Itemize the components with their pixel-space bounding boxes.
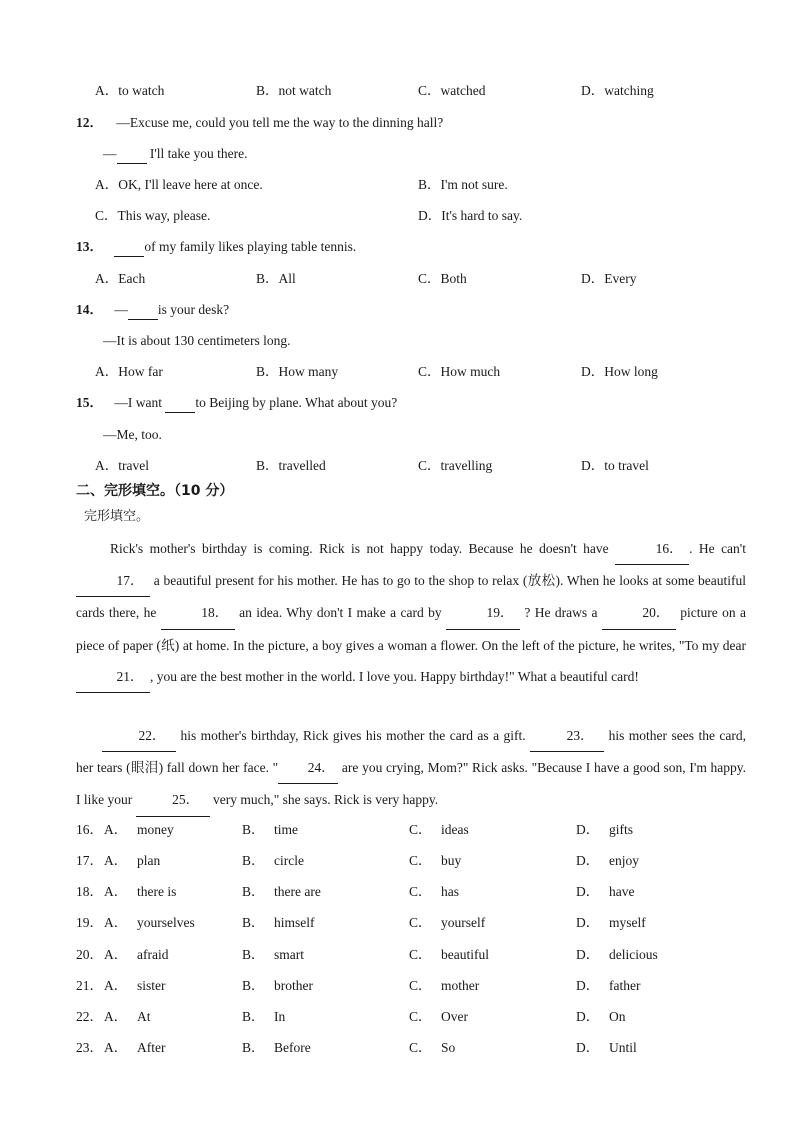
- passage-paragraph-1: [76, 533, 746, 693]
- passage-text: his mother's birthday, Rick gives his mother the card as a gift.: [176, 728, 531, 743]
- option-b-letter: B．: [242, 822, 265, 837]
- option-number: 18．: [76, 884, 103, 899]
- option-d-letter: D．: [576, 1040, 600, 1055]
- option-c-letter: C．: [409, 915, 432, 930]
- option-b-letter: B．: [242, 947, 265, 962]
- option-d-text: myself: [609, 915, 646, 930]
- option-d-text: father: [609, 978, 641, 993]
- option-a-letter: A．: [104, 822, 128, 837]
- q14-option-c: C．How much: [418, 364, 501, 379]
- option-row-22: [76, 1008, 696, 1026]
- cloze-blank-24: 24．: [278, 752, 338, 784]
- option-number: 16．: [76, 822, 103, 837]
- passage-paragraph-2: [76, 720, 746, 817]
- option-c-letter: C．: [409, 947, 432, 962]
- cloze-blank-22: 22．: [102, 720, 176, 752]
- option-row-23: [76, 1039, 696, 1057]
- option-b-text: In: [274, 1009, 286, 1024]
- q12-option-c: C．This way, please.: [95, 208, 211, 223]
- option-c-text: yourself: [441, 915, 486, 930]
- option-c-letter: C．: [409, 853, 432, 868]
- option-c-letter: C．: [409, 822, 432, 837]
- option-row-21: [76, 977, 696, 995]
- option-a-text: money: [137, 822, 174, 837]
- option-b-text: Before: [274, 1040, 311, 1055]
- q12-stem: [76, 114, 443, 132]
- q12-option-b: B．I'm not sure.: [418, 177, 508, 192]
- option-d-text: enjoy: [609, 853, 639, 868]
- passage-text: are you crying, Mom?" Rick asks. "Because I have a good son, I'm happy. I like your: [76, 760, 747, 808]
- q15-stem: [76, 394, 397, 413]
- passage-text: very much," she says. Rick is very happy.: [209, 792, 439, 808]
- option-d-text: Until: [609, 1040, 637, 1055]
- option-number: 19．: [76, 915, 103, 930]
- q12-option-d: D．It's hard to say.: [418, 208, 523, 223]
- option-d-letter: D．: [576, 853, 600, 868]
- q12-reply: I'll take you there.: [146, 146, 248, 161]
- option-c-text: has: [441, 884, 459, 899]
- q12-stem-text: —Excuse me, could you tell me the way to the dinning hall?: [116, 115, 444, 130]
- option-c-letter: C．: [409, 978, 432, 993]
- q15-stem-text: to Beijing by plane. What about you?: [195, 395, 398, 410]
- q11-option-a: A．to watch: [95, 83, 165, 98]
- q13-option-b: B．All: [256, 271, 296, 286]
- q14-dash: —: [114, 302, 128, 317]
- option-a-text: plan: [137, 853, 161, 868]
- option-c-text: buy: [441, 853, 462, 868]
- option-number: 23．: [76, 1040, 103, 1055]
- option-number: 20．: [76, 947, 103, 962]
- option-b-text: brother: [274, 978, 313, 993]
- option-b-text: smart: [274, 947, 304, 962]
- q12-option-a: A．OK, I'll leave here at once.: [95, 177, 263, 192]
- cloze-blank-23: 23．: [530, 720, 604, 752]
- option-row-18: [76, 883, 696, 901]
- option-d-letter: D．: [576, 915, 600, 930]
- cloze-blank-18: 18．: [161, 597, 235, 629]
- option-c-text: Over: [441, 1009, 468, 1024]
- option-number: 22．: [76, 1009, 103, 1024]
- option-c-letter: C．: [409, 1040, 432, 1055]
- option-d-letter: D．: [576, 978, 600, 993]
- option-a-text: afraid: [137, 947, 169, 962]
- option-c-text: So: [441, 1040, 456, 1055]
- q13-option-d: D．Every: [581, 271, 637, 286]
- option-c-text: mother: [441, 978, 480, 993]
- q12-number: 12．: [76, 115, 103, 130]
- cloze-blank-17: 17．: [76, 565, 150, 597]
- q13-number: 13．: [76, 239, 103, 254]
- option-d-text: have: [609, 884, 635, 899]
- q11-option-c: C．watched: [418, 83, 486, 98]
- option-a-letter: A．: [104, 884, 128, 899]
- q15-option-a: A．travel: [95, 458, 149, 473]
- option-c-text: ideas: [441, 822, 469, 837]
- passage-text: Rick's mother's birthday is coming. Rick is not happy today. Because he doesn't have: [110, 541, 616, 556]
- q12-dash: —: [103, 146, 117, 161]
- passage-text: ? He draws a: [520, 605, 602, 621]
- q15-number: 15．: [76, 395, 103, 410]
- option-a-text: there is: [137, 884, 177, 899]
- cloze-blank-16: 16．: [615, 533, 689, 565]
- q13-stem: [76, 238, 356, 257]
- passage-text: . He can't: [689, 541, 746, 556]
- option-b-text: circle: [274, 853, 304, 868]
- q11-option-b: B．not watch: [256, 83, 332, 98]
- section-title: 二、完形填空。（10 分）: [76, 483, 234, 499]
- q15-option-d: D．to travel: [581, 458, 649, 473]
- option-b-text: there are: [274, 884, 321, 899]
- option-b-letter: B．: [242, 978, 265, 993]
- option-a-letter: A．: [104, 947, 128, 962]
- q15-option-b: B．travelled: [256, 458, 326, 473]
- option-b-letter: B．: [242, 1040, 265, 1055]
- option-a-text: yourselves: [137, 915, 195, 930]
- cloze-blank-20: 20．: [602, 597, 676, 629]
- q14-stem: [76, 301, 229, 320]
- cloze-blank-19: 19．: [446, 597, 520, 629]
- option-row-17: [76, 852, 696, 870]
- option-c-letter: C．: [409, 1009, 432, 1024]
- option-number: 17．: [76, 853, 103, 868]
- passage-text: his mother sees the card, her tears (眼泪) fall down her face. ": [76, 728, 746, 776]
- option-b-letter: B．: [242, 915, 265, 930]
- q14-number: 14．: [76, 302, 103, 317]
- option-a-letter: A．: [104, 1040, 128, 1055]
- option-a-text: sister: [137, 978, 166, 993]
- option-row-19: [76, 914, 696, 932]
- option-a-letter: A．: [104, 853, 128, 868]
- passage-text: picture on a piece of paper (纸) at home. In the picture, a boy gives a woman a flower. On the left of the picture, he writes, "To my dear: [76, 605, 746, 653]
- option-d-letter: D．: [576, 822, 600, 837]
- q12-answer-line: [103, 145, 248, 164]
- q15-stem-pre: —I want: [114, 395, 166, 410]
- option-d-letter: D．: [576, 1009, 600, 1024]
- option-c-text: beautiful: [441, 947, 489, 962]
- q14-option-d: D．How long: [581, 364, 658, 379]
- q11-option-d: D．watching: [581, 83, 654, 98]
- passage-text: a beautiful present for his mother. He has to go to the shop to relax (放松). When he looks at some beautiful cards there, he: [76, 573, 746, 621]
- option-b-letter: B．: [242, 1009, 265, 1024]
- option-d-letter: D．: [576, 884, 600, 899]
- option-d-text: On: [609, 1009, 626, 1024]
- passage-text: an idea. Why don't I make a card by: [234, 605, 446, 621]
- option-b-letter: B．: [242, 884, 265, 899]
- option-a-text: At: [137, 1009, 151, 1024]
- option-d-letter: D．: [576, 947, 600, 962]
- option-number: 21．: [76, 978, 103, 993]
- cloze-blank-21: 21．: [76, 661, 150, 693]
- option-d-text: gifts: [609, 822, 634, 837]
- section-subtitle: 完形填空。: [84, 509, 150, 524]
- q14-option-b: B．How many: [256, 364, 339, 379]
- option-c-letter: C．: [409, 884, 432, 899]
- q14-stem-text: is your desk?: [157, 302, 230, 317]
- option-a-letter: A．: [104, 1009, 128, 1024]
- q13-blank: [114, 238, 144, 257]
- q15-blank: [165, 394, 195, 413]
- q12-blank: [117, 145, 147, 164]
- option-b-text: time: [274, 822, 298, 837]
- q14-reply: —It is about 130 centimeters long.: [103, 333, 291, 348]
- q14-blank: [128, 301, 158, 320]
- q14-option-a: A．How far: [95, 364, 163, 379]
- option-row-16: [76, 821, 696, 839]
- cloze-blank-25: 25．: [136, 784, 210, 816]
- option-row-20: [76, 946, 696, 964]
- q15-option-c: C．travelling: [418, 458, 493, 473]
- option-b-text: himself: [274, 915, 315, 930]
- passage-text: , you are the best mother in the world. I love you. Happy birthday!" What a beautiful card!: [150, 668, 639, 684]
- option-a-letter: A．: [104, 915, 128, 930]
- q13-option-a: A．Each: [95, 271, 146, 286]
- q13-stem-text: of my family likes playing table tennis.: [144, 239, 357, 254]
- q15-reply: —Me, too.: [103, 427, 162, 442]
- option-a-letter: A．: [104, 978, 128, 993]
- q13-option-c: C．Both: [418, 271, 467, 286]
- option-b-letter: B．: [242, 853, 265, 868]
- option-a-text: After: [137, 1040, 166, 1055]
- option-d-text: delicious: [609, 947, 658, 962]
